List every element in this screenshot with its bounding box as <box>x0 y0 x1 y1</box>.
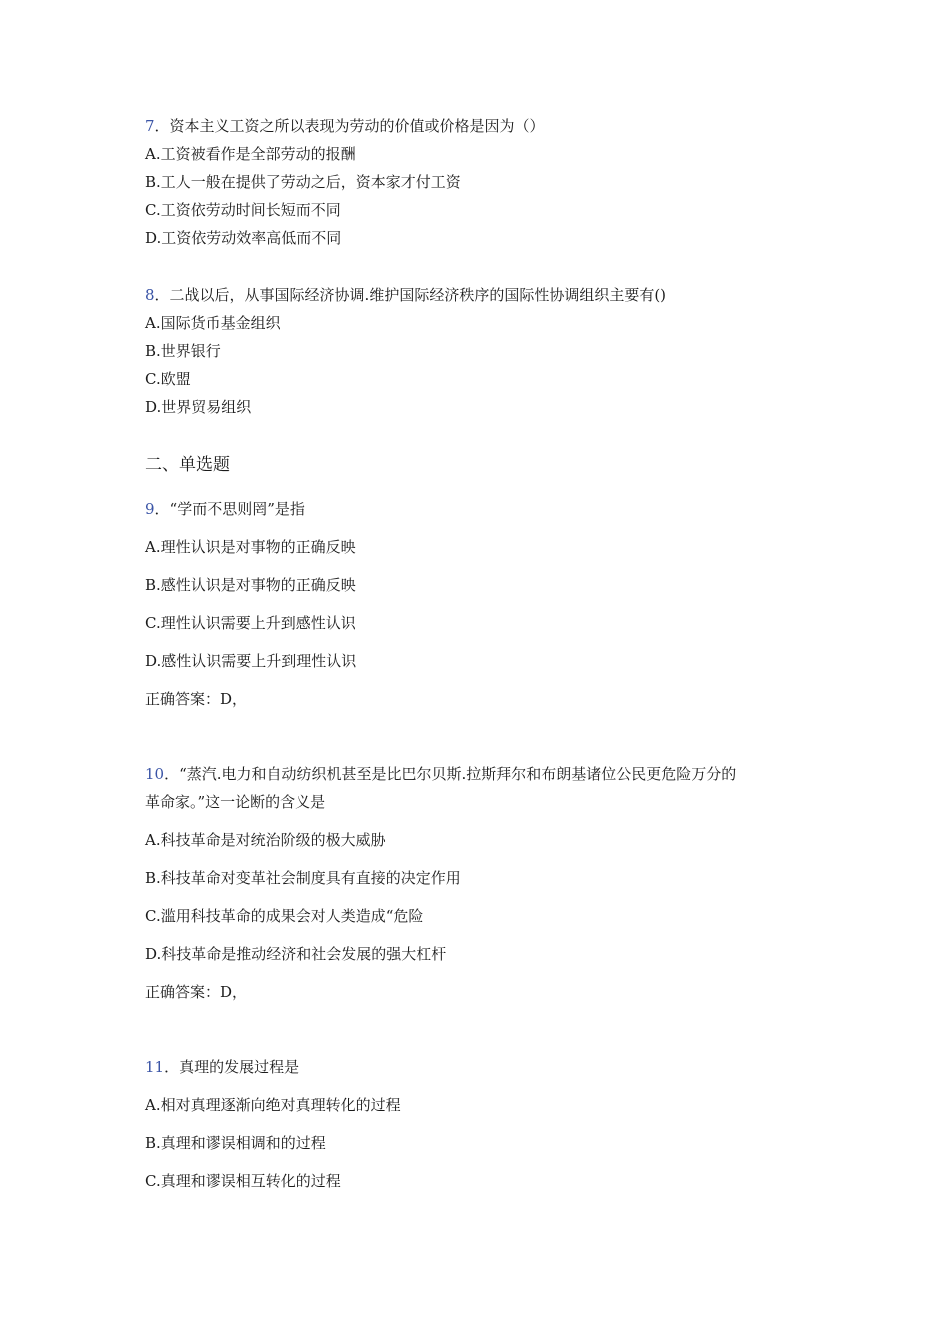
question-text: ．“学而不思则罔”是指 <box>154 500 305 518</box>
question-11-stem <box>145 1057 299 1077</box>
option-d: D.感性认识需要上升到理性认识 <box>145 652 357 670</box>
option-c: C.工资依劳动时间长短而不同 <box>145 201 341 219</box>
question-10-stem <box>145 764 736 784</box>
answer-text: 正确答案：D， <box>145 983 248 1001</box>
question-number: 10 <box>145 765 165 783</box>
question-text: ．资本主义工资之所以表现为劳动的价值或价格是因为（） <box>154 117 545 135</box>
option-b: B.感性认识是对事物的正确反映 <box>145 576 356 594</box>
option-d: D.科技革命是推动经济和社会发展的强大杠杆 <box>145 945 447 963</box>
question-text: ．“蒸汽.电力和自动纺织机甚至是比巴尔贝斯.拉斯拜尔和布朗基诸位公民更危险万分的 <box>164 765 737 783</box>
question-text: ．二战以后，从事国际经济协调.维护国际经济秩序的国际性协调组织主要有() <box>154 286 667 304</box>
question-7-stem <box>145 116 545 136</box>
option-a: A.国际货币基金组织 <box>145 314 281 332</box>
question-number: 7 <box>145 117 155 135</box>
answer-text: 正确答案：D， <box>145 690 248 708</box>
option-a: A.理性认识是对事物的正确反映 <box>145 538 356 556</box>
question-number: 11 <box>145 1058 165 1076</box>
question-text: ．真理的发展过程是 <box>164 1058 300 1076</box>
option-a: A.工资被看作是全部劳动的报酬 <box>145 145 356 163</box>
option-b: B.真理和谬误相调和的过程 <box>145 1134 326 1152</box>
option-b: B.工人一般在提供了劳动之后，资本家才付工资 <box>145 173 461 191</box>
question-10-stem-continued: 革命家。”这一论断的含义是 <box>145 793 326 811</box>
option-a: A.相对真理逐渐向绝对真理转化的过程 <box>145 1096 401 1114</box>
question-9-stem <box>145 499 305 519</box>
option-b: B.世界银行 <box>145 342 221 360</box>
option-d: D.世界贸易组织 <box>145 398 252 416</box>
option-d: D.工资依劳动效率高低而不同 <box>145 229 342 247</box>
option-c: C.欧盟 <box>145 370 191 388</box>
option-a: A.科技革命是对统治阶级的极大威胁 <box>145 831 386 849</box>
question-8-stem <box>145 285 666 305</box>
option-c: C.滥用科技革命的成果会对人类造成“危险 <box>145 907 424 925</box>
question-number: 9 <box>145 500 155 518</box>
option-c: C.真理和谬误相互转化的过程 <box>145 1172 341 1190</box>
option-b: B.科技革命对变革社会制度具有直接的决定作用 <box>145 869 461 887</box>
section-heading: 二、单选题 <box>145 455 230 475</box>
option-c: C.理性认识需要上升到感性认识 <box>145 614 356 632</box>
question-number: 8 <box>145 286 155 304</box>
